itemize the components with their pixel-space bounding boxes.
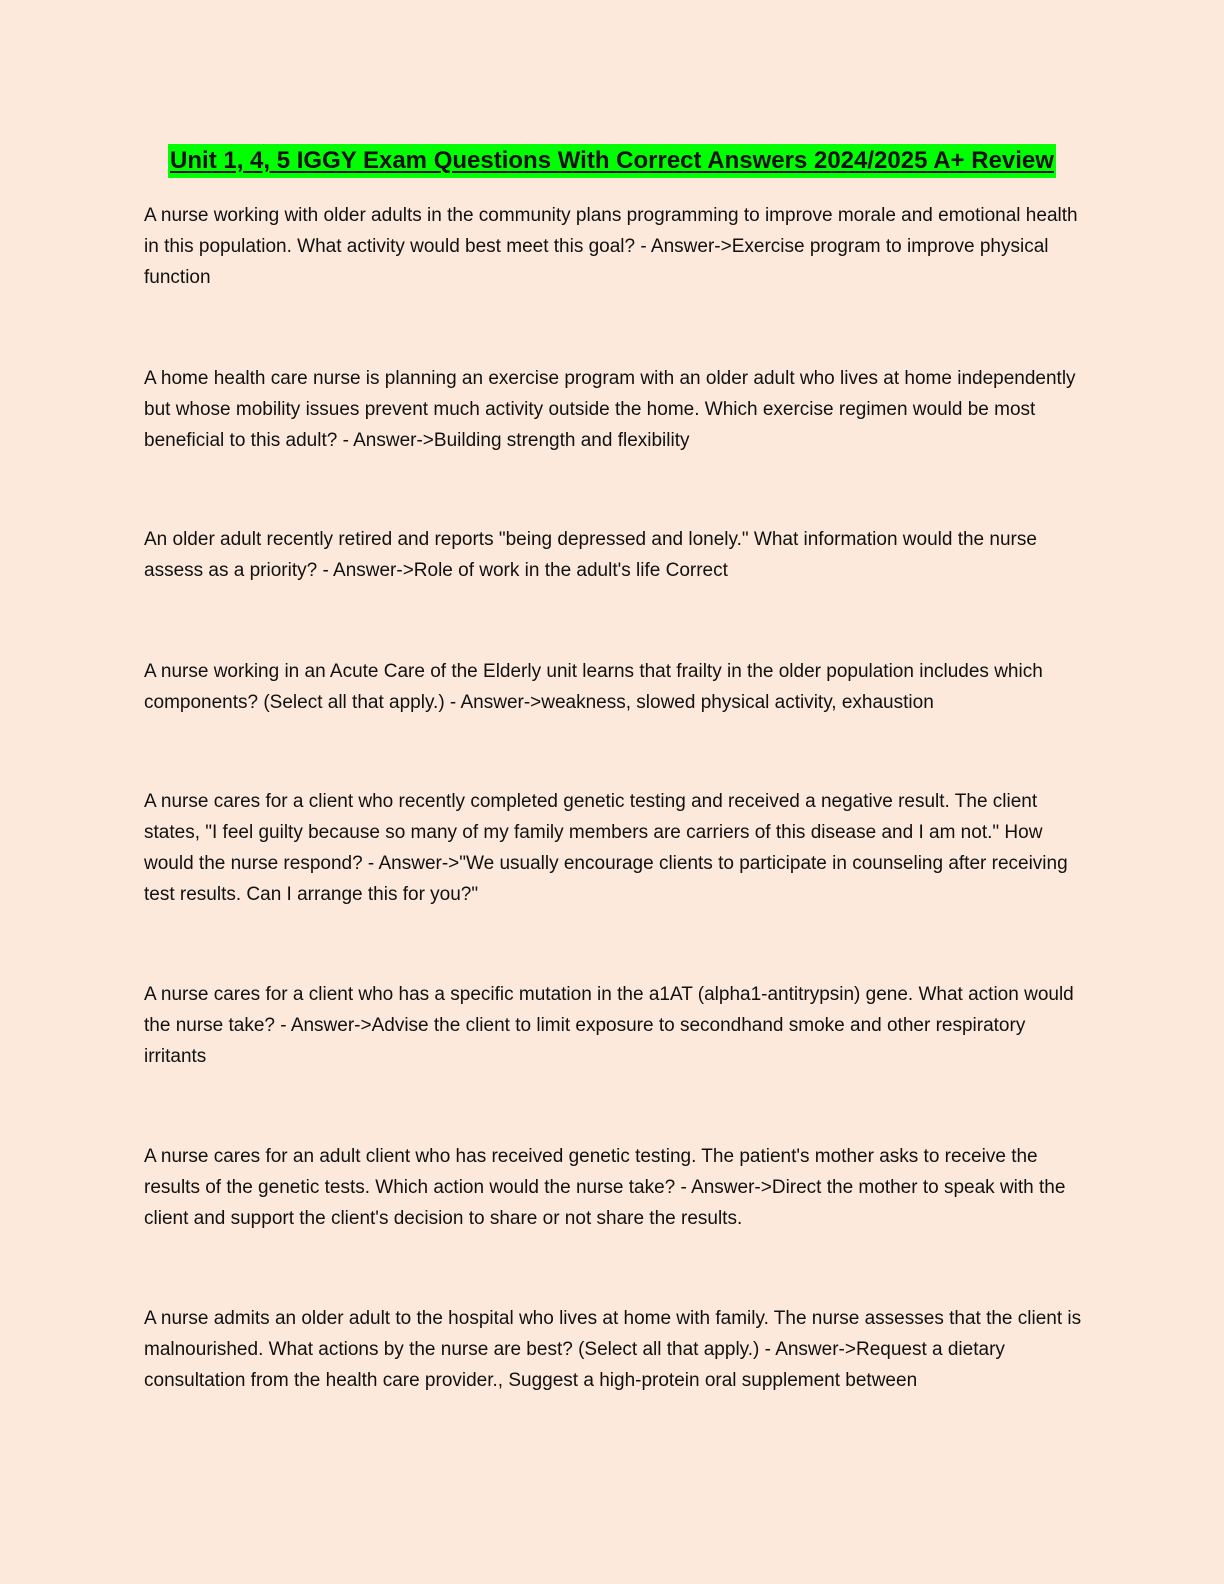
question-answer-8: A nurse admits an older adult to the hospital who lives at home with family. The nurse assesses that the client is malnourished. What actions by the nurse are best? (Select all that apply.) - Answer->Request a dietary consultation from the health care provider., Suggest a high-protein oral supplement between [144,1308,1082,1391]
title-container [0,144,1224,178]
question-answer-7: A nurse cares for an adult client who has received genetic testing. The patient's mother asks to receive the results of the genetic tests. Which action would the nurse take? - Answer->Direct the mother to speak with the client and support the client's decision to share or not share the results. [144,1146,1066,1229]
question-answer-6: A nurse cares for a client who has a specific mutation in the a1AT (alpha1-antitrypsin) gene. What action would the nurse take? - Answer->Advise the client to limit exposure to secondhand smoke and other respiratory irritants [144,984,1074,1067]
question-answer-1: A nurse working with older adults in the community plans programming to improve morale and emotional health in this population. What activity would best meet this goal? - Answer->Exercise program to improve physical function [144,205,1078,288]
question-answer-3: An older adult recently retired and reports "being depressed and lonely." What information would the nurse assess as a priority? - Answer->Role of work in the adult's life Correct [144,529,1037,581]
question-answer-5: A nurse cares for a client who recently completed genetic testing and received a negative result. The client states, "I feel guilty because so many of my family members are carriers of this disease and I am not." How would the nurse respond? - Answer->"We usually encourage clients to participate in counseling after receiving test results. Can I arrange this for you?" [144,791,1068,905]
question-answer-4: A nurse working in an Acute Care of the Elderly unit learns that frailty in the older population includes which components? (Select all that apply.) - Answer->weakness, slowed physical activity, exhaustion [144,661,1043,713]
question-answer-2: A home health care nurse is planning an exercise program with an older adult who lives at home independently but whose mobility issues prevent much activity outside the home. Which exercise regimen would be most beneficial to this adult? - Answer->Building strength and flexibility [144,368,1076,451]
document-title: Unit 1, 4, 5 IGGY Exam Questions With Correct Answers 2024/2025 A+ Review [168,144,1056,178]
